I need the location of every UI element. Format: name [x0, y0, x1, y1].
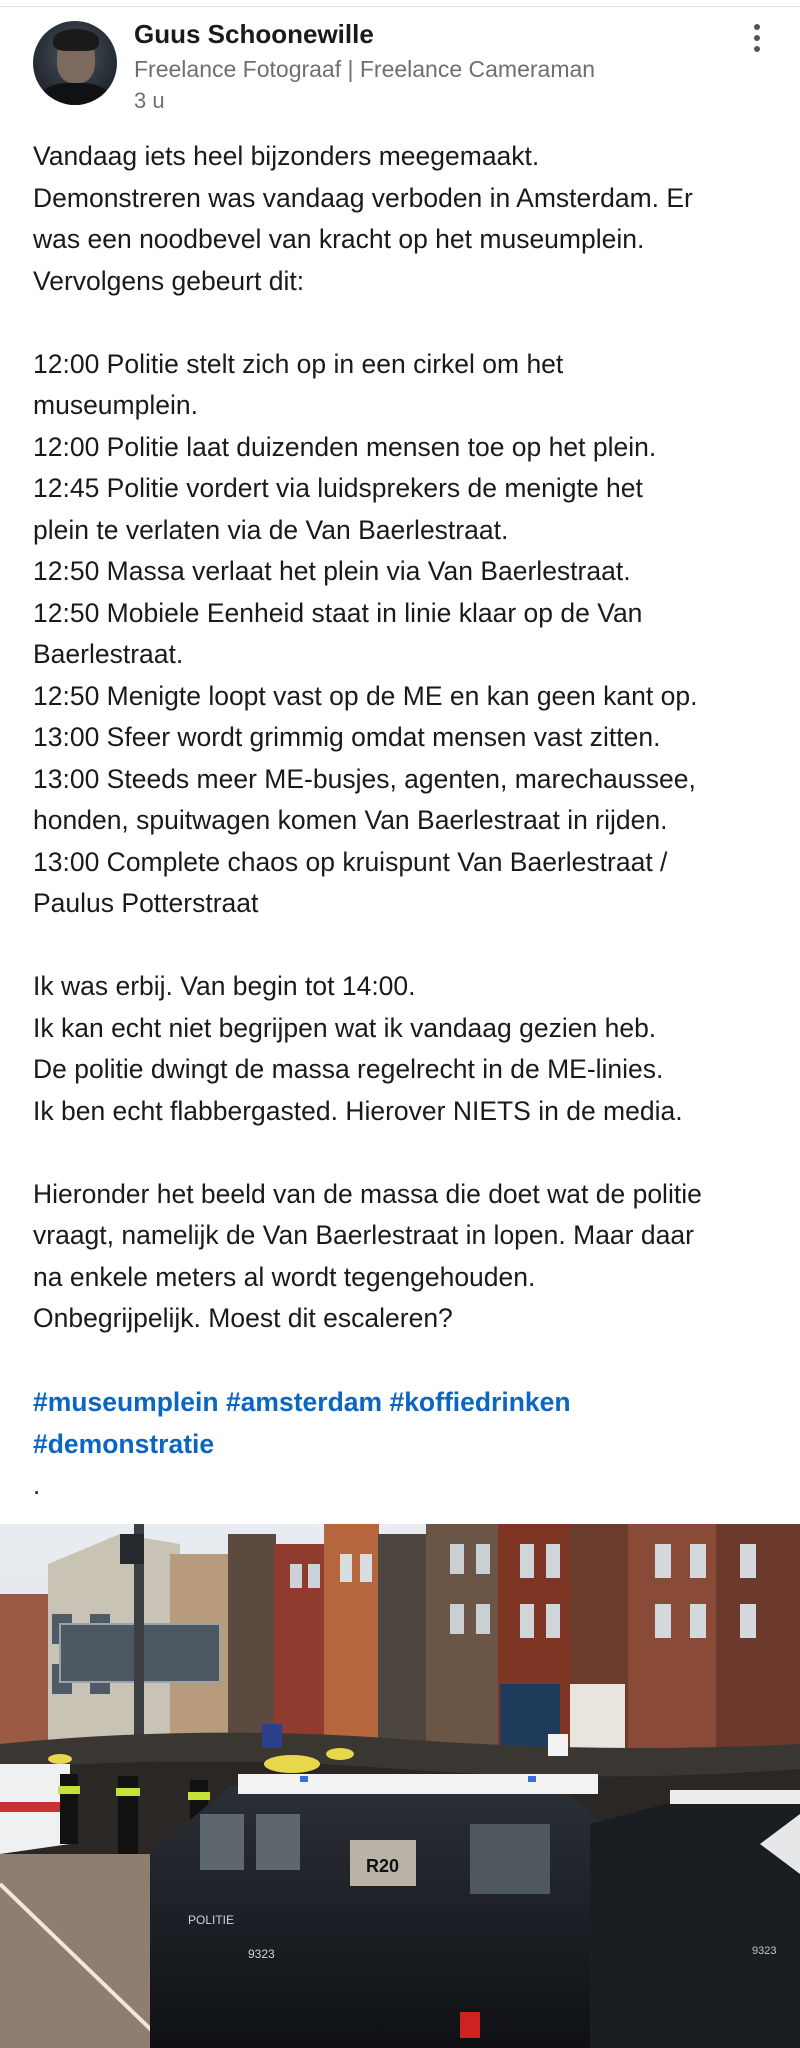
hashtags	[33, 1382, 781, 1465]
van-side-number: 9323	[248, 1947, 275, 1961]
post-text-blank-line	[33, 302, 781, 344]
post-text-line: Paulus Potterstraat	[33, 888, 259, 918]
post-text-line: Baerlestraat.	[33, 639, 184, 669]
hashtag-amsterdam[interactable]: #amsterdam	[225, 1387, 383, 1417]
van-side-text: POLITIE	[188, 1913, 235, 1927]
post-text-line: was een noodbevel van kracht op het museumplein.	[33, 224, 645, 254]
post-image[interactable]	[0, 1524, 800, 2048]
post-text-line: 12:50 Menigte loopt vast op de ME en kan geen kant op.	[33, 680, 698, 711]
van-rear-number: 9323	[752, 1945, 777, 1957]
post-text-line: Vervolgens gebeurt dit:	[33, 265, 305, 296]
trailing-dot: .	[33, 1470, 41, 1500]
post-text-blank-line	[33, 925, 781, 967]
post-text-line: Hieronder het beeld van de massa die doet wat de politie	[33, 1178, 702, 1209]
post-text-line: 12:50 Mobiele Eenheid staat in linie klaar op de Van	[33, 597, 643, 628]
post-header	[0, 12, 800, 122]
post-text-line: Demonstreren was vandaag verboden in Amsterdam. Er	[33, 182, 693, 213]
author-headline: Freelance Fotograaf | Freelance Cameraman	[134, 56, 596, 82]
post-text-line: museumplein.	[33, 390, 198, 420]
post-text-line: 13:00 Complete chaos op kruispunt Van Baerlestraat /	[33, 846, 668, 877]
post-text-line: Vandaag iets heel bijzonders meegemaakt.	[33, 141, 540, 171]
post-timestamp: 3 u	[134, 88, 165, 113]
post-text-line: Ik was erbij. Van begin tot 14:00.	[33, 971, 416, 1001]
avatar[interactable]	[33, 21, 117, 105]
hashtag-koffiedrinken[interactable]: #koffiedrinken	[389, 1387, 571, 1417]
post-text-line: na enkele meters al wordt tegengehouden.	[33, 1261, 536, 1292]
post-text-line: Ik ben echt flabbergasted. Hierover NIETS in de media.	[33, 1095, 683, 1126]
post-text-line: honden, spuitwagen komen Van Baerlestraat in rijden.	[33, 805, 668, 835]
post-text-line: 13:00 Steeds meer ME-busjes, agenten, marechaussee,	[33, 763, 696, 794]
van-plate-text: R20	[366, 1856, 400, 1876]
post-text-line: Onbegrijpelijk. Moest dit escaleren?	[33, 1303, 453, 1333]
post-text-line: 12:00 Politie stelt zich op in een cirkel om het	[33, 348, 564, 379]
post-text	[33, 136, 781, 1340]
top-divider	[0, 6, 800, 7]
post-text-line: 12:00 Politie laat duizenden mensen toe op het plein.	[33, 431, 657, 462]
post-text-blank-line	[33, 1132, 781, 1174]
post-text-line: 12:50 Massa verlaat het plein via Van Baerlestraat.	[33, 556, 631, 586]
more-options-icon[interactable]	[740, 18, 774, 58]
post-text-line: plein te verlaten via de Van Baerlestraat.	[33, 514, 509, 545]
hashtag-demonstratie[interactable]: #demonstratie	[33, 1428, 215, 1459]
post-text-line: De politie dwingt de massa regelrecht in de ME-linies.	[33, 1054, 664, 1084]
author-name[interactable]: Guus Schoonewille	[134, 19, 374, 49]
hashtag-museumplein[interactable]: #museumplein	[33, 1387, 219, 1417]
post-text-line: Ik kan echt niet begrijpen wat ik vandaag gezien heb.	[33, 1012, 657, 1043]
post-text-line: vraagt, namelijk de Van Baerlestraat in lopen. Maar daar	[33, 1220, 694, 1250]
street-scene-image	[0, 1524, 800, 2048]
post-text-line: 13:00 Sfeer wordt grimmig omdat mensen vast zitten.	[33, 722, 661, 752]
post-text-line: 12:45 Politie vordert via luidsprekers de menigte het	[33, 473, 643, 503]
